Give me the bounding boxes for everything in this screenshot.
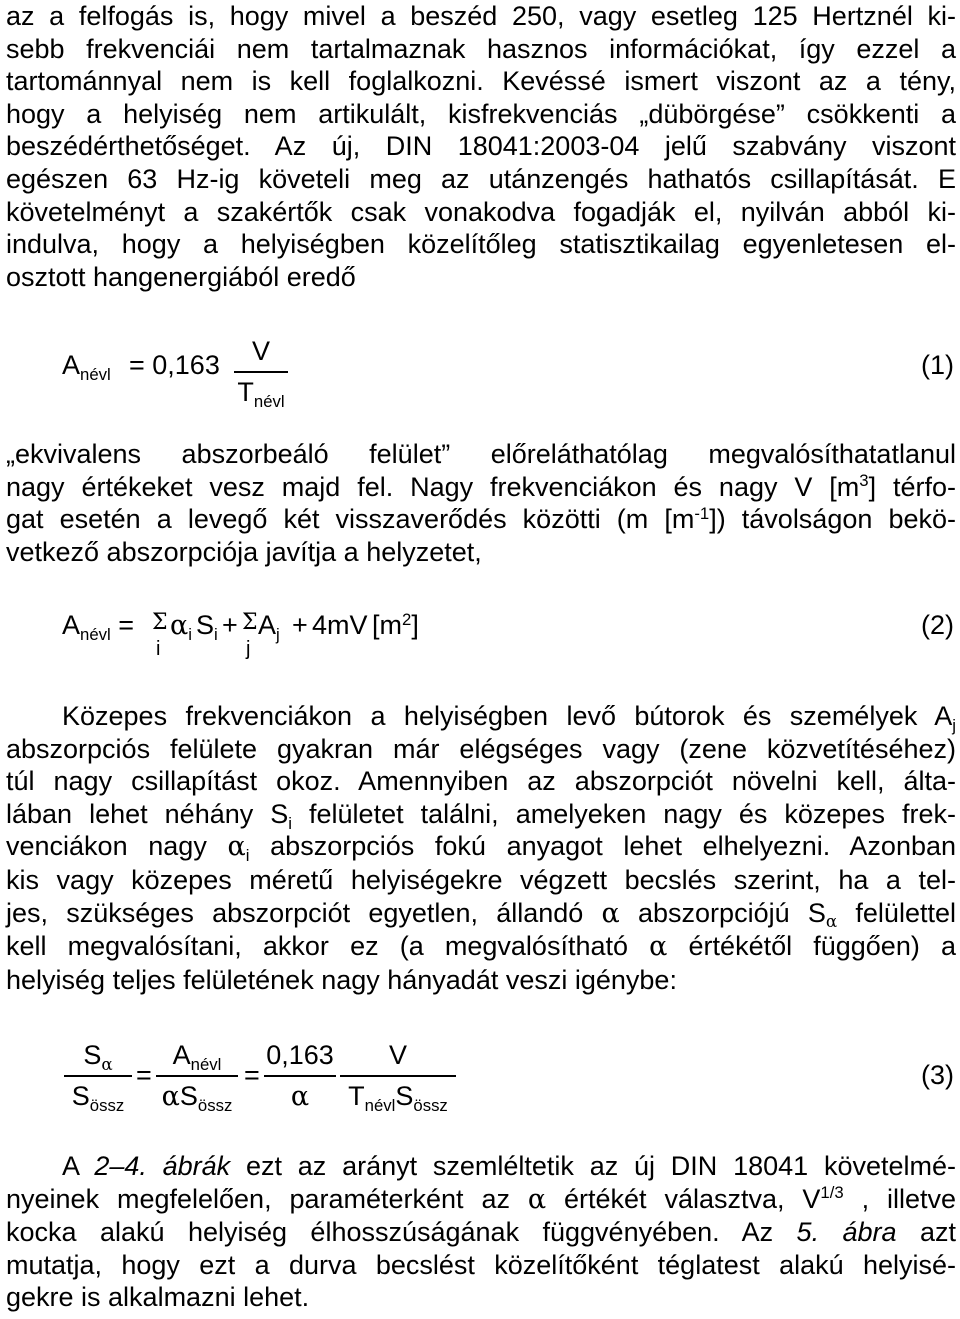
text-line: nagy értékeket vesz majd fel. Nagy frekvenciákon és nagy V $[m^3]$ térfo- [6,471,956,502]
paragraph-4 [6,1150,956,1314]
text-line: gat esetén a levegő két visszaverődés közötti (m $[m^{-1}]$) távolságon bekö- [6,503,956,535]
text-line: hogy a helyiség nem artikulált, kisfrekvenciás „dübörgése” csökkenti a [6,98,956,129]
text-line: A 2–4. ábrák ezt az arányt szemléltetik az új DIN 18041 követelmé- [62,1151,956,1181]
fraction-bar [156,1075,238,1077]
text-line: túl nagy csillapítást okoz. Amennyiben az abszorpciót növelni kell, álta- [6,766,956,797]
text-line: abszorpciós felülete gyakran már elégséges vagy (zene közvetítéséhez) [6,733,956,764]
eq1-fraction [234,336,288,411]
text-line: kis vagy közepes méretű helyiségekre végzett becslés szerint, ha a tel- [6,864,956,895]
eq1-coefficient: = 0,163 [129,350,220,380]
text-line: indulva, hogy a helyiségben közelítőleg statisztikailag egyenletesen el- [6,229,956,260]
eq3-fraction-4: V $T_{névl}S_{össz}$ [340,1040,456,1112]
eq2-term3: 4mV [312,610,368,640]
fraction-bar [264,1075,336,1077]
text-line: sebb frekvenciái nem tartalmaznak hasznos információkat, így ezzel a [6,33,956,64]
text-line: jes, szükséges abszorpciót egyetlen, állandó α abszorpciójú $S_\alpha$ felülettel [6,897,956,932]
paragraph-3 [6,700,956,996]
paragraph-2 [6,438,956,568]
text-line: kell megvalósítani, akkor ez (a megvalósítható α értékétől függően) a [6,931,957,963]
text-line: vetkező abszorpciója javítja a helyzetet, [6,536,482,567]
eq2-lhs: $A_{névl}$ = [62,610,135,644]
text-line: egészen 63 Hz-ig követeli meg az utánzengés hathatós csillapítását. E [6,163,956,194]
fraction-bar [340,1075,456,1077]
fraction-bar [64,1075,132,1077]
text-line: beszédérthetőséget. Az új, DIN 18041:2003-04 jelű szabvány viszont [6,131,956,162]
sum-symbol: Σ [242,610,258,635]
sum-index: i [156,638,161,660]
equation-1 [0,336,960,416]
eq1-denominator: $T_{névl}$ [237,377,285,411]
text-line: mutatja, hogy ezt a durva becslést közelítőként téglatest alakú helyisé- [6,1249,956,1280]
eq2-alpha: $\alpha_i$ [170,610,192,644]
text-line: helyiség teljes felületének nagy hányadát veszi igénybe: [6,964,677,995]
text-line: kocka alakú helyiség élhosszúságának függvényében. Az 5. ábra azt [6,1217,956,1248]
equals-sign: = [136,1060,152,1090]
eq2-S: $S_i$ [196,610,218,644]
sum-symbol: Σ [152,610,168,635]
eq3-fraction-2: $A_{névl}$ $\alpha S_{össz}$ [156,1040,238,1112]
text-line: Közepes frekvenciákon a helyiségben levő bútorok és személyek $A_j$ [62,701,956,735]
eq1-numerator: V [251,336,270,366]
paragraph-1 [6,0,956,293]
equals-sign: = [244,1060,260,1090]
eq3-fraction-3: 0,163 α [264,1040,336,1112]
plus-sign: + [222,610,238,640]
text-line: lában lehet néhány $S_i$ felületet találni, amelyeken nagy és közepes frek- [6,798,956,833]
plus-sign: + [292,610,308,640]
text-line: osztott hangenergiából eredő [6,261,356,292]
sum-index: j [246,638,251,660]
text-line: követelményt a szakértők csak vonakodva fogadják el, nyilván abból ki- [6,196,956,227]
equation-number: (1) [921,350,954,380]
equation-number: (3) [921,1060,954,1090]
text-line: „ekvivalens abszorbeáló felület” előreláthatólag megvalósíthatatlanul [6,439,956,469]
text-line: venciákon nagy $\alpha_i$ abszorpciós fokú anyagot lehet elhelyezni. Azonban [6,831,957,866]
equation-number: (2) [921,610,954,640]
equation-2 [0,600,960,670]
text-line: nyeinek megfelelően, paraméterként az α értékét választva, $V^{1/3}$ , illetve [6,1183,956,1215]
eq2-A: $A_j$ [258,610,280,644]
eq3-fraction-1: $S_\alpha$ $S_{össz}$ [64,1040,132,1112]
equation-3 [0,1040,960,1120]
eq2-unit: $[m^2]$ [372,609,419,640]
text-line: az a felfogás is, hogy mivel a beszéd 250, vagy esetleg 125 Hertznél ki- [6,1,956,31]
eq1-lhs: $A_{névl}$ [62,350,111,384]
text-line: tartománnyal nem is kell foglalkozni. Kevéssé ismert viszont az a tény, [6,66,956,97]
text-line: gekre is alkalmazni lehet. [6,1282,310,1313]
fraction-bar [234,371,288,373]
